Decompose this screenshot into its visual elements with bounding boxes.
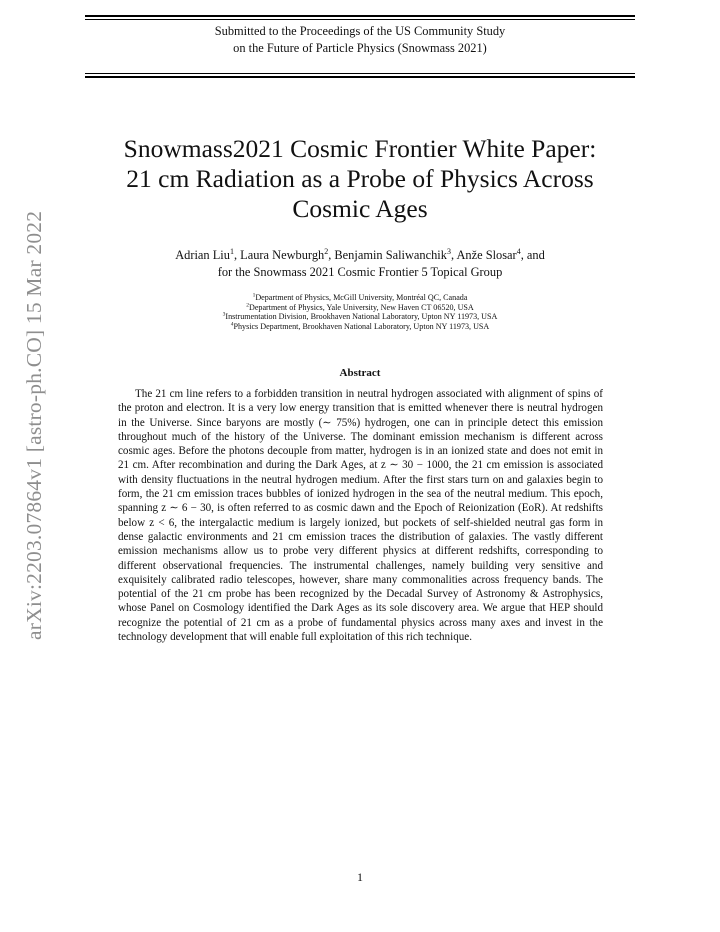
affiliation-text: Department of Physics, McGill University, Montréal QC, Canada: [255, 293, 468, 302]
author-name: Laura Newburgh: [240, 248, 325, 262]
affiliation-item: [85, 293, 635, 303]
affiliation-item: [85, 322, 635, 332]
affiliation-text: Physics Department, Brookhaven National Laboratory, Upton NY 11973, USA: [233, 321, 490, 331]
affiliation-text: Department of Physics, Yale University, New Haven CT 06520, USA: [248, 302, 474, 312]
title-line-2: 21 cm Radiation as a Probe of Physics Across: [126, 164, 594, 193]
header-bottom-rule-thick: [85, 76, 635, 78]
header-bottom-rule-thin: [85, 73, 635, 74]
abstract-heading: Abstract: [339, 367, 381, 379]
affiliations: [85, 293, 635, 331]
affiliation-mark: 3: [222, 311, 226, 318]
author-block: [85, 247, 635, 280]
author-affil-mark: 1: [229, 246, 234, 256]
arxiv-identifier-stamp[interactable]: arXiv:2203.07864v1 [astro-ph.CO] 15 Mar 2022: [22, 210, 46, 640]
affiliation-text: Instrumentation Division, Brookhaven National Laboratory, Upton NY 11973, USA: [225, 312, 498, 321]
author-name: Adrian Liu: [175, 248, 230, 262]
header-top-rule-thick: [85, 15, 635, 17]
submission-line-1: Submitted to the Proceedings of the US Community Study: [214, 24, 506, 38]
author-affil-mark: 4: [516, 246, 521, 256]
header-top-rule-thin: [85, 19, 635, 20]
affiliation-mark: 4: [230, 320, 234, 327]
author-name: Anže Slosar: [456, 248, 517, 262]
affiliation-mark: 1: [252, 292, 256, 299]
affiliation-item: [85, 303, 635, 313]
author-and: , and: [520, 248, 545, 262]
page-number: 1: [357, 870, 363, 884]
affiliation-mark: 2: [246, 301, 249, 308]
author-name: Benjamin Saliwanchik: [334, 248, 447, 262]
author-affil-mark: 2: [324, 246, 329, 256]
submission-header: [85, 23, 635, 56]
abstract-body: The 21 cm line refers to a forbidden transition in neutral hydrogen associated with alignment of spins of the proton and electron. It is a very low energy transition that is emitted whenever there is neutral hydrogen in the Universe. Since baryons are mostly (∼ 75%) hydrogen, one can in principle detect this emission throughout much of the history of the Universe. The dominant emission mechanism is different across cosmic ages. Before the photons decouple from matter, hydrogen is in an ionized state and does not emit in 21 cm. After recombination and during the Dark Ages, at z ∼ 30 − 1000, the 21 cm emission is associated with density fluctuations in the neutral hydrogen medium. After the first stars turn on and galaxies begin to form, the 21 cm emission traces bubbles of ionized hydrogen in the sea of the neutral medium. This epoch, spanning z ∼ 6 − 30, is often referred to as cosmic dawn and the Epoch of Reionization (EoR). At redshifts below z < 6, the intergalactic medium is largely ionized, but pockets of self-shielded neutral gas form in dense galactic environments and 21 cm emission traces the distribution of galaxies. The vastly different emission mechanisms allow us to probe very different physics at different redshifts, corresponding to different observational frequencies. The instrumental challenges, namely building very sensitive and exquisitely calibrated radio telescopes, however, share many commonalities across frequency bands. The potential of the 21 cm probe has been recognized by the Decadal Survey of Astronomy & Astrophysics, whose Panel on Cosmology identified the Dark Ages as its sole discovery area. We argue that HEP should recognize the potential of 21 cm as a probe of fundamental physics across many axes and invest in the technology development that will enable full exploitation of this rich technique.: [118, 388, 603, 644]
title-line-1: Snowmass2021 Cosmic Frontier White Paper:: [123, 134, 597, 163]
submission-line-2: on the Future of Particle Physics (Snowmass 2021): [233, 40, 487, 55]
paper-title: [85, 134, 635, 224]
author-affil-mark: 3: [446, 246, 451, 256]
affiliation-item: [85, 312, 635, 322]
author-line: Adrian Liu$^1$, Laura Newburgh$^2$, Benjamin Saliwanchik$^3$, Anže Slosar$^4$, and: [175, 246, 545, 262]
author-group: for the Snowmass 2021 Cosmic Frontier 5 Topical Group: [217, 264, 503, 279]
title-line-3: Cosmic Ages: [292, 194, 428, 223]
